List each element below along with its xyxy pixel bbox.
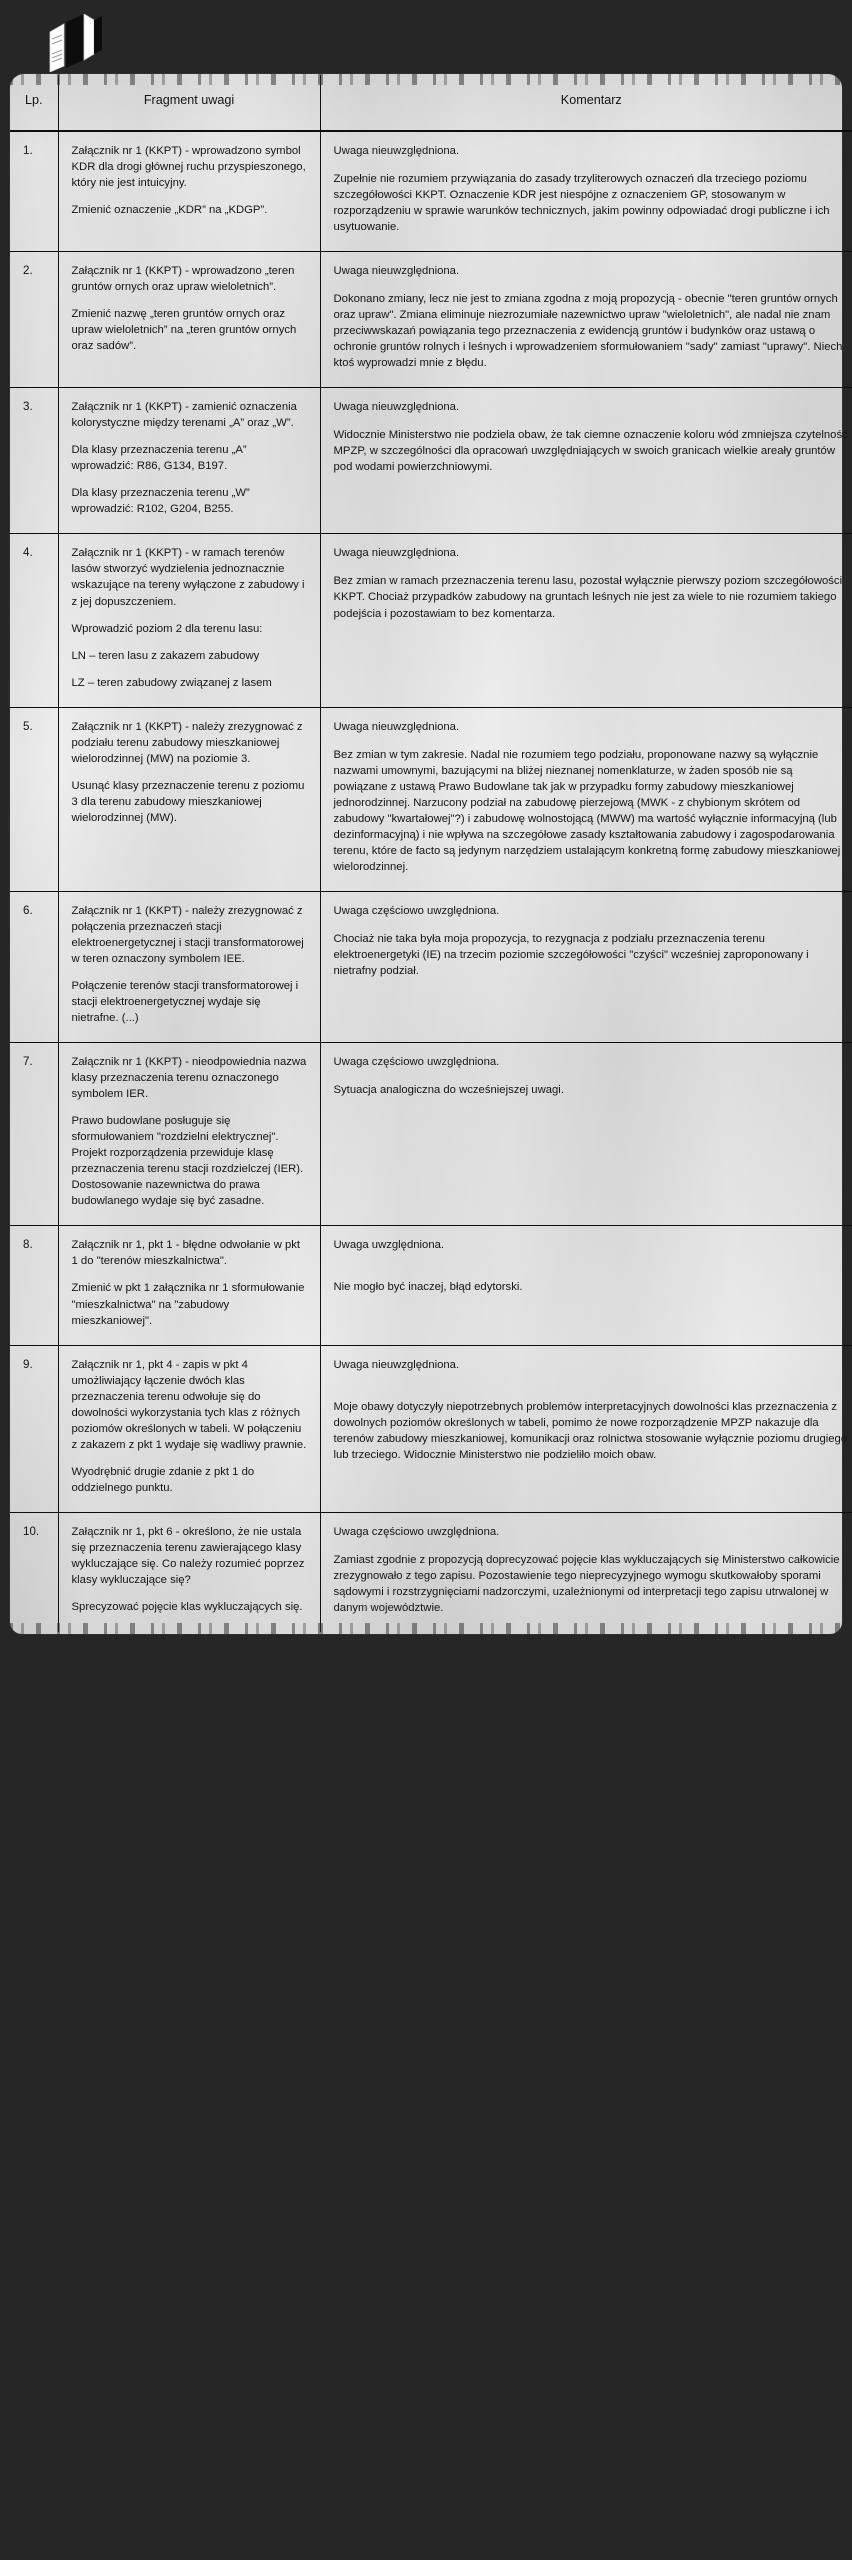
fragment-cell [58, 534, 320, 707]
fragment-paragraph: Załącznik nr 1 (KKPT) - wprowadzono „teren gruntów ornych oraz upraw wieloletnich”. [71, 265, 295, 294]
fragment-paragraph: Usunąć klasy przeznaczenie terenu z poziomu 3 dla terenu zabudowy mieszkaniowej wielorodzinnej (MW). [71, 779, 305, 824]
brand-logo-icon [42, 14, 134, 72]
fragment-cell [58, 1345, 320, 1512]
verdict-text: Uwaga nieuwzględniona. [333, 720, 460, 733]
fragment-cell [58, 891, 320, 1042]
table-row [10, 1226, 852, 1345]
fragment-paragraph: Załącznik nr 1 (KKPT) - należy zrezygnować z połączenia przeznaczeń stacji elektroenergetycznej i stacji transformatorowej w teren oznaczony symbolem IEE. [71, 904, 304, 965]
komentarz-paragraph: Moje obawy dotyczyły niepotrzebnych problemów interpretacyjnych dowolności klas przeznaczenia z dowolnych poziomów określonych w tabeli, pomimo że nowe rozporządzenie MPZP nakazuje dla terenów zabudowy mieszkaniowej, komunikacji oraz rolnictwa stosowanie wyłącznie poziomu drugiego lub trzeciego. Widocznie Ministerstwo nie podzieliło moich obaw. [333, 1400, 848, 1461]
fragment-paragraph: Załącznik nr 1 (KKPT) - nieodpowiednia nazwa klasy przeznaczenia terenu oznaczonego symbolem IER. [71, 1056, 307, 1101]
fragment-paragraph: Prawo budowlane posługuje się sformułowaniem "rozdzielni elektrycznej". Projekt rozporządzenia przewiduje klasę przeznaczenia terenu stacji rozdzielczej (IER). Dostosowanie nazewnictwa do prawa budowlanego wydaje się być zasadne. [71, 1115, 304, 1208]
table-row [10, 534, 852, 707]
komentarz-paragraph: Bez zmian w tym zakresie. Nadal nie rozumiem tego podziału, proponowane nazwy są wyłącznie nazwami umownymi, bazującymi na bliżej nieznanej nomenklaturze, w żaden sposób nie są powiązane z ustawą Prawo Budowlane tak jak w przypadku formy zabudowy mieszkaniowej jednorodzinnej. Narzucony podział na zabudowę pierzejową (MWK - z chybionym skrótem od zabudowy "kwartałowej"?) i zabudowę wolnostojącą (MWW) ma wartość wyłącznie informacyjną (lub dezinformacyjną) i nie wpływa na szczegółowe zasady kształtowania zabudowy i zagospodarowania terenu, które de facto są jedynym narzędziem ustalającym konkretną formę zabudowy mieszkaniowej wielorodzinnej. [333, 748, 841, 873]
verdict-text: Uwaga nieuwzględniona. [333, 144, 460, 157]
row-number: 5. [10, 707, 58, 891]
table-row [10, 388, 852, 534]
verdict-text: Uwaga uwzględniona. [333, 1239, 445, 1252]
verdict-text: Uwaga częściowo uwzględniona. [333, 1525, 500, 1538]
row-number: 2. [10, 252, 58, 388]
row-number: 8. [10, 1226, 58, 1345]
fragment-paragraph: Załącznik nr 1, pkt 4 - zapis w pkt 4 umożliwiający łączenie dwóch klas przeznaczenia terenu odwołuje się do dowolności wykorzystania tych klas z różnych poziomów określonych w tabeli. W połączeniu z zakazem z pkt 1 wydaje się wadliwy prawnie. [71, 1358, 307, 1451]
fragment-cell [58, 1043, 320, 1226]
fragment-paragraph: Załącznik nr 1 (KKPT) - zamienić oznaczenia kolorystyczne między terenami „A” oraz „W”. [71, 401, 297, 430]
komentarz-paragraph: Zamiast zgodnie z propozycją doprecyzować pojęcie klas wykluczających się Ministerstwo całkowicie zrezygnowało z tego zapisu. Pozostawienie tego nieprecyzyjnego wymogu skutkowałoby sporami sądowymi i rozstrzygnięciami nadzorczymi, uzależnionymi od interpretacji tego zapisu utrwalonej w danym województwie. [333, 1553, 840, 1614]
table-row [10, 891, 852, 1042]
comments-table [10, 75, 852, 1632]
verdict-text: Uwaga nieuwzględniona. [333, 265, 460, 278]
komentarz-cell [320, 707, 852, 891]
table-body [10, 131, 852, 1632]
fragment-paragraph: Dla klasy przeznaczenia terenu „A” wprowadzić: R86, G134, B197. [71, 444, 247, 473]
komentarz-paragraph: Widocznie Ministerstwo nie podziela obaw, że tak ciemne oznaczenie koloru wód zmniejsza czytelność MPZP, w szczególności dla opracowań uwzględniających w swoich granicach wielkie areały gruntów pod wodami powierzchniowymi. [333, 429, 848, 474]
fragment-cell [58, 388, 320, 534]
verdict-text: Uwaga nieuwzględniona. [333, 547, 460, 560]
komentarz-cell [320, 891, 852, 1042]
table-row [10, 252, 852, 388]
fragment-cell [58, 252, 320, 388]
komentarz-cell [320, 131, 852, 252]
komentarz-cell [320, 534, 852, 707]
verdict-text: Uwaga częściowo uwzględniona. [333, 904, 500, 917]
komentarz-paragraph: Sytuacja analogiczna do wcześniejszej uwagi. [333, 1084, 564, 1097]
logo-area [0, 0, 852, 72]
fragment-paragraph: Załącznik nr 1, pkt 1 - błędne odwołanie w pkt 1 do "terenów mieszkalnictwa". [71, 1239, 301, 1268]
row-number: 6. [10, 891, 58, 1042]
komentarz-paragraph: Chociaż nie taka była moja propozycja, to rezygnacja z podziału przeznaczenia terenu elektroenergetyki (IE) na trzecim poziomie szczegółowości "czyści" wcześniej zaproponowany i nietrafny podział. [333, 932, 809, 977]
komentarz-paragraph: Nie mogło być inaczej, błąd edytorski. [333, 1281, 523, 1294]
komentarz-cell [320, 1226, 852, 1345]
row-number: 3. [10, 388, 58, 534]
column-header-lp: Lp. [10, 75, 58, 131]
header-row [10, 75, 852, 131]
table-row [10, 131, 852, 252]
komentarz-cell [320, 388, 852, 534]
table-header [10, 75, 852, 131]
row-number: 1. [10, 131, 58, 252]
row-number: 9. [10, 1345, 58, 1512]
komentarz-cell [320, 1345, 852, 1512]
row-number: 4. [10, 534, 58, 707]
fragment-paragraph: Wyodrębnić drugie zdanie z pkt 1 do oddzielnego punktu. [71, 1465, 255, 1494]
komentarz-paragraph: Dokonano zmiany, lecz nie jest to zmiana zgodna z moją propozycją - obecnie "teren gruntów ornych oraz upraw". Zmiana eliminuje niezrozumiałe nazewnictwo upraw "wieloletnich", ale nadal nie znam przeciwwskazań powiązania tego przeznaczenia z ewidencją gruntów i budynków oraz ustawą o ochronie gruntów rolnych i leśnych i wprowadzeniem sformułowaniem "sady" zamiast "uprawy". Niech ktoś wyprowadzi mnie z błędu. [333, 293, 843, 370]
fragment-cell [58, 1226, 320, 1345]
komentarz-paragraph: Zupełnie nie rozumiem przywiązania do zasady trzyliterowych oznaczeń dla trzeciego poziomu szczegółowości KKPT. Oznaczenie KDR jest niespójne z oznaczeniem GP, stosowanym w rozporządzeniu w sprawie warunków technicznych, jakim powinny odpowiadać drogi publiczne i ich usytuowanie. [333, 172, 830, 233]
row-number: 10. [10, 1512, 58, 1632]
fragment-paragraph: Załącznik nr 1 (KKPT) - należy zrezygnować z podziału terenu zabudowy mieszkaniowej wielorodzinnej (MW) na poziomie 3. [71, 720, 303, 765]
column-header-komentarz: Komentarz [320, 75, 852, 131]
fragment-paragraph: Sprecyzować pojęcie klas wykluczających się. [71, 1600, 303, 1613]
fragment-cell [58, 707, 320, 891]
table-row [10, 1345, 852, 1512]
fragment-paragraph: Załącznik nr 1 (KKPT) - w ramach terenów lasów stworzyć wydzielenia jednoznacznie wskazujące na tereny wyłączone z zabudowy i z jej dopuszczeniem. [71, 547, 305, 608]
fragment-paragraph: LN – teren lasu z zakazem zabudowy [71, 649, 260, 662]
fragment-cell [58, 1512, 320, 1632]
komentarz-paragraph: Bez zmian w ramach przeznaczenia terenu lasu, pozostał wyłącznie pierwszy poziom szczegółowości KKPT. Chociaż przypadków zabudowy na gruntach leśnych nie jest za wiele to nie rozumiem takiego podejścia i pozostawiam to bez komentarza. [333, 575, 843, 620]
fragment-paragraph: Dla klasy przeznaczenia terenu „W” wprowadzić: R102, G204, B255. [71, 487, 250, 516]
fragment-paragraph: Wprowadzić poziom 2 dla terenu lasu: [71, 622, 263, 635]
fragment-paragraph: Załącznik nr 1 (KKPT) - wprowadzono symbol KDR dla drogi głównej ruchu przyspieszonego, który nie jest intuicyjny. [71, 144, 306, 189]
fragment-cell [58, 131, 320, 252]
fragment-paragraph: Połączenie terenów stacji transformatorowej i stacji elektroenergetycznej wydaje się nietrafne. (...) [71, 980, 299, 1025]
table-row [10, 707, 852, 891]
verdict-text: Uwaga nieuwzględniona. [333, 1358, 460, 1371]
fragment-paragraph: Zmienić nazwę „teren gruntów ornych oraz upraw wieloletnich” na „teren gruntów ornych oraz sadów”. [71, 308, 297, 353]
column-header-fragment: Fragment uwagi [58, 75, 320, 131]
fragment-paragraph: Zmienić oznaczenie „KDR” na „KDGP”. [71, 203, 268, 216]
paper-sheet [10, 74, 848, 1634]
verdict-text: Uwaga częściowo uwzględniona. [333, 1056, 500, 1069]
komentarz-cell [320, 1043, 852, 1226]
row-number: 7. [10, 1043, 58, 1226]
fragment-paragraph: Załącznik nr 1, pkt 6 - określono, że nie ustala się przeznaczenia terenu zawierającego klasy wykluczające się. Co należy rozumieć poprzez klasy wykluczające się? [71, 1525, 305, 1586]
table-row [10, 1043, 852, 1226]
verdict-text: Uwaga nieuwzględniona. [333, 401, 460, 414]
komentarz-cell [320, 252, 852, 388]
fragment-paragraph: Zmienić w pkt 1 załącznika nr 1 sformułowanie "mieszkalnictwa" na "zabudowy mieszkaniowej". [71, 1282, 305, 1327]
fragment-paragraph: LZ – teren zabudowy związanej z lasem [71, 676, 272, 689]
komentarz-cell [320, 1512, 852, 1632]
table-row [10, 1512, 852, 1632]
